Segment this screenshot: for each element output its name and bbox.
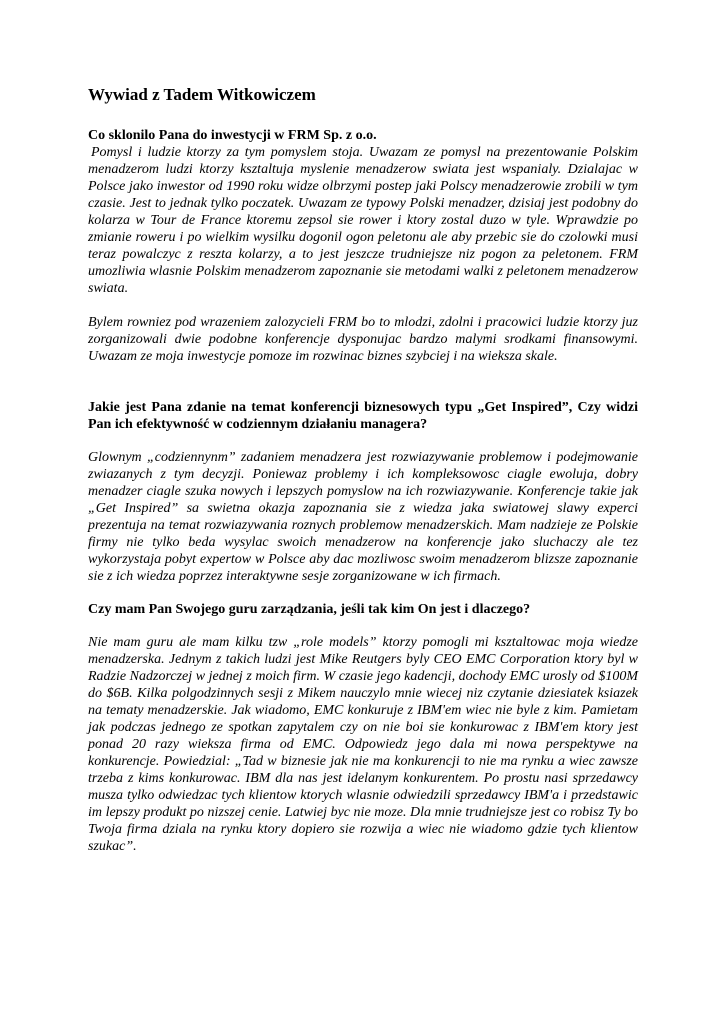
paragraph-spacer (88, 297, 638, 314)
answer-3-paragraph-1: Nie mam guru ale mam kilku tzw „role models” ktorzy pomogli mi ksztaltowac moja wiedze menadzerska. Jednym z takich ludzi jest Mike Reutgers byly CEO EMC Corporation ktory byl w Radzie Nadzorczej w jednej z moich firm. W czasie jego kadencji, dochody EMC urosly od $100M do $6B. Kilka polgodzinnych sesji z Mikem nauczylo mnie wiecej niz czytanie dziesiatek ksiazek na tematy menadzerskie. Jak wiadomo, EMC konkuruje z IBM'em wiec nie byle z kim. Pamietam jak podczas jednego ze spotkan zapytalem czy on nie boi sie konkurowac z IBM'em ktory jest ponad 20 razy wieksza firma od EMC. Odpowiedz jego dala mi nowa perspektywe na konkurencje. Powiedzial: „Tad w biznesie jak nie ma konkurencji to nie ma rynku a wiec zawsze trzeba z kims konkurowac. IBM dla nas jest idelanym konkurentem. Po prostu nasi sprzedawcy musza tylko odwiedzac tych klientow ktorych wlasnie odwiedzili sprzedawcy IBM'a i przedstawic im lepszy produkt po nizszej cenie. Latwiej byc nie moze. Dla mnie trudniejsze jest co robisz Ty bo Twoja firma dziala na rynku ktory dopiero sie rozwija a wiec nie wiadomo gdzie tych klientow szukac”. (88, 635, 638, 854)
document-page (88, 84, 638, 855)
document-title: Wywiad z Tadem Witkowiczem (88, 85, 316, 104)
answer-2-paragraph-1: Glownym „codziennynm” zadaniem menadzera jest rozwiazywanie problemow i podejmowanie zwiazanych z tym decyzji. Poniewaz problemy i ich kompleksowosc ciagle ewoluja, dobry menadzer ciagle szuka nowych i lepszych pomyslow na ich rozwiazywanie. Konferencje takie jak „Get Inspired” sa swietna okazja zapoznania sie z wiedza jaka swiatowej slawy experci prezentuja na temat rozwiazywania roznych problemow menadzerskich. Mam nadzieje ze Polskie firmy nie tylko beda wysylac swoich menadzerow na konferencje jako sluchaczy ale tez wykorzystaja pobyt expertow w Polsce aby dac mozliwosc swoim menadzerom blizsze zapoznanie sie z ich wiedza poprzez interaktywne sesje zorganizowane w ich firmach. (88, 450, 638, 584)
question-2: Jakie jest Pana zdanie na temat konferencji biznesowych typu „Get Inspired”, Czy widzi Pan ich efektywność w codziennym działaniu managera? (88, 400, 638, 432)
paragraph-spacer (88, 433, 638, 449)
answer-1-paragraph-1: Pomysl i ludzie ktorzy za tym pomyslem stoja. Uwazam ze pomysl na prezentowanie Polskim menadzerom ludzi ktorzy ksztaltuja myslenie menadzerow swiata jest wspanialy. Dzialajac w Polsce jako inwestor od 1990 roku widze olbrzymi postep jaki Polscy menadzerowie zrobili w tym czasie. Jest to jednak tylko poczatek. Uwazam ze typowy Polski menadzer, dzisiaj jest podobny do kolarza w Tour de France ktoremu zepsol sie rower i ktory zostal duzo w tyle. Wprawdzie po zmianie roweru i po wielkim wysilku dogonil ogon peletonu ale aby przebic sie do czolowki musi teraz powalczyc z reszta kolarzy, a to jest jeszcze trudniejsze niz pogon za peletonem. FRM umozliwia wlasnie Polskim menadzerom zapoznanie sie metodami walki z peletonem menadzerow swiata. (88, 145, 638, 296)
paragraph-spacer (88, 618, 638, 634)
question-1: Co sklonilo Pana do inwestycji w FRM Sp. z o.o. (88, 128, 377, 143)
section-spacer (88, 585, 638, 601)
section-spacer (88, 365, 638, 399)
answer-1-paragraph-2: Bylem rowniez pod wrazeniem zalozycieli FRM bo to mlodzi, zdolni i pracowici ludzie ktorzy juz zorganizowali dwie podobne konferencje dysponujac bardzo malymi srodkami finansowymi. Uwazam ze moja inwestycje pomoze im rozwinac biznes szybciej i na wieksza skale. (88, 315, 638, 364)
question-3: Czy mam Pan Swojego guru zarządzania, jeśli tak kim On jest i dlaczego? (88, 602, 531, 617)
